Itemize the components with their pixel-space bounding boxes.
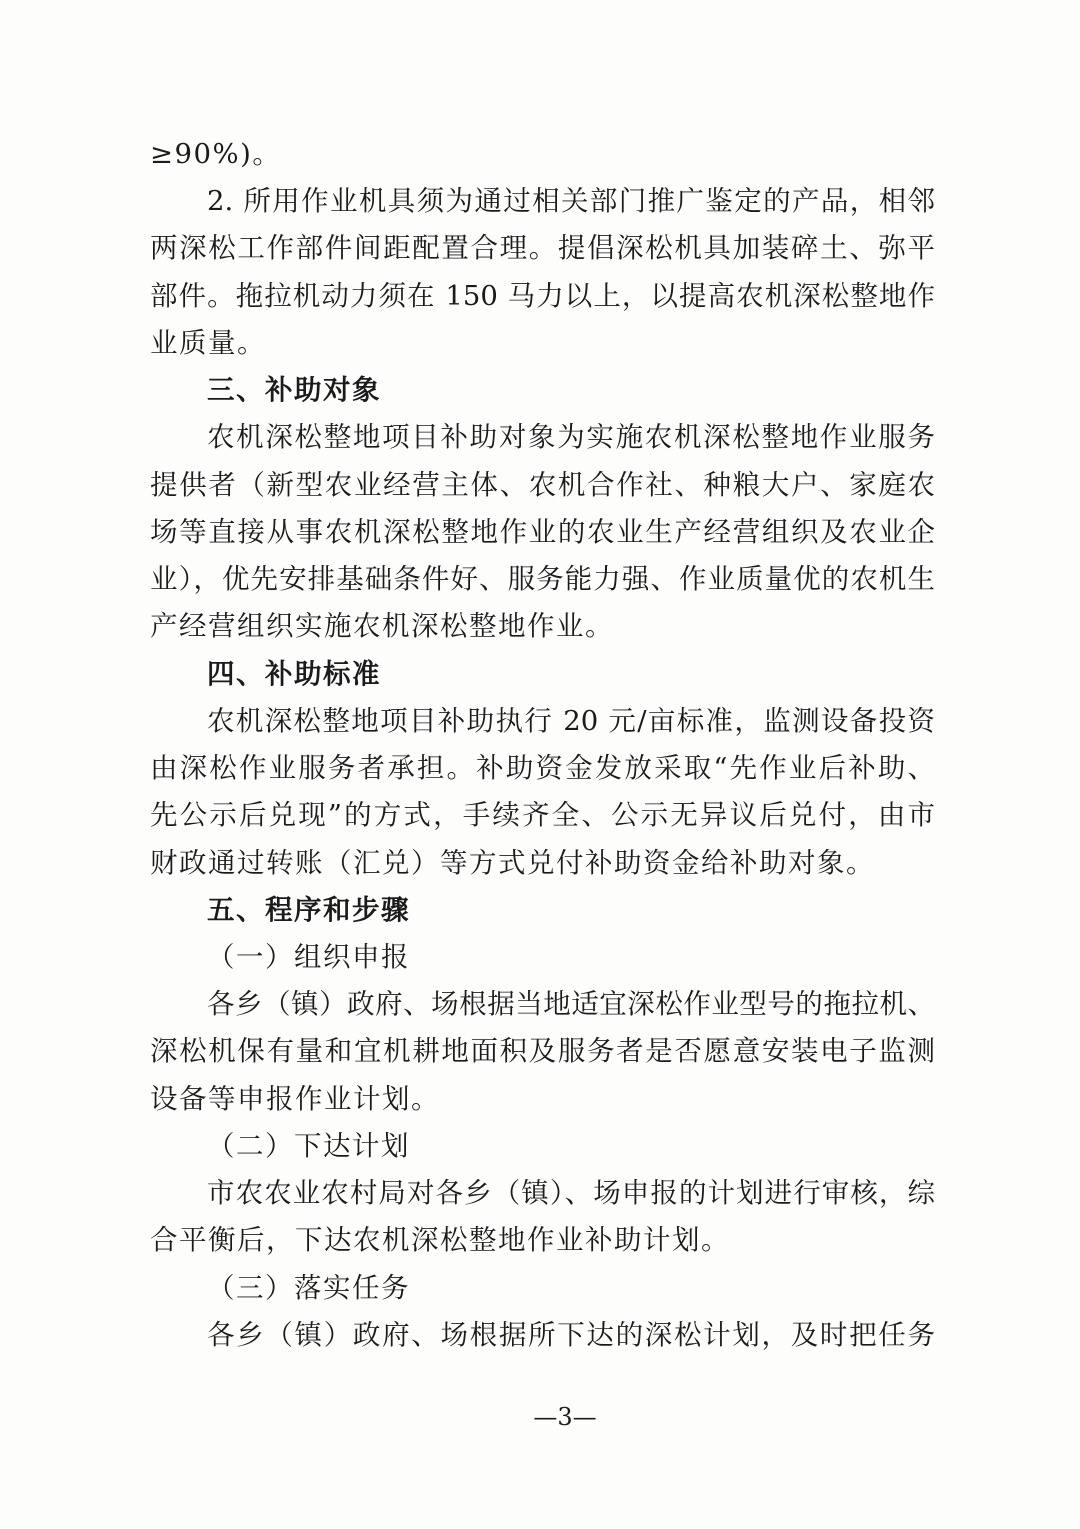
item-2-line: 业质量。 (150, 326, 266, 359)
page-number: —3— (533, 1403, 597, 1431)
item-2-line: 两深松工作部件间距配置合理。提倡深松机具加装碎土、弥平 (150, 232, 935, 265)
section-5-sub-2-paragraph-line: 合平衡后，下达农机深松整地作业补助计划。 (150, 1224, 730, 1257)
page-body-text (150, 131, 935, 1359)
section-3-paragraph-line: 提供者（新型农业经营主体、农机合作社、种粮大户、家庭农 (150, 468, 935, 501)
section-5-sub-2-heading: （二）下达计划 (207, 1129, 410, 1162)
section-4-paragraph-line: 财政通过转账（汇兑）等方式兑付补助资金给补助对象。 (150, 846, 875, 879)
section-5-sub-3-paragraph-line: 各乡（镇）政府、场根据所下达的深松计划，及时把任务 (207, 1318, 935, 1351)
section-4-paragraph-line: 由深松作业服务者承担。补助资金发放采取“先作业后补助、 (150, 752, 935, 785)
section-5-sub-1-paragraph-line: 各乡（镇）政府、场根据当地适宜深松作业型号的拖拉机、 (207, 988, 935, 1021)
section-5-sub-1-paragraph-line: 设备等申报作业计划。 (150, 1082, 440, 1115)
section-5-heading: 五、程序和步骤 (207, 893, 410, 926)
continuation-line: ≥90%)。 (150, 138, 282, 170)
section-3-paragraph-line: 业），优先安排基础条件好、服务能力强、作业质量优的农机生 (150, 563, 935, 596)
item-2-line: 2. 所用作业机具须为通过相关部门推广鉴定的产品，相邻 (207, 185, 935, 218)
section-3-heading: 三、补助对象 (207, 374, 381, 407)
section-3-paragraph-line: 场等直接从事农机深松整地作业的农业生产经营组织及农业企 (150, 515, 935, 548)
section-4-paragraph-line: 农机深松整地项目补助执行 20 元/亩标准，监测设备投资 (207, 704, 935, 737)
section-5-sub-1-paragraph-line: 深松机保有量和宜机耕地面积及服务者是否愿意安装电子监测 (150, 1035, 935, 1068)
section-5-sub-3-heading: （三）落实任务 (207, 1271, 410, 1304)
section-5-sub-1-heading: （一）组织申报 (207, 940, 410, 973)
section-4-heading: 四、补助标准 (207, 657, 381, 690)
section-3-paragraph-line: 产经营组织实施农机深松整地作业。 (150, 610, 614, 643)
section-3-paragraph-line: 农机深松整地项目补助对象为实施农机深松整地作业服务 (207, 421, 935, 454)
item-2-line: 部件。拖拉机动力须在 150 马力以上，以提高农机深松整地作 (150, 279, 935, 312)
section-5-sub-2-paragraph-line: 市农农业农村局对各乡（镇）、场申报的计划进行审核，综 (207, 1177, 935, 1210)
section-4-paragraph-line: 先公示后兑现”的方式，手续齐全、公示无异议后兑付，由市 (150, 799, 935, 832)
